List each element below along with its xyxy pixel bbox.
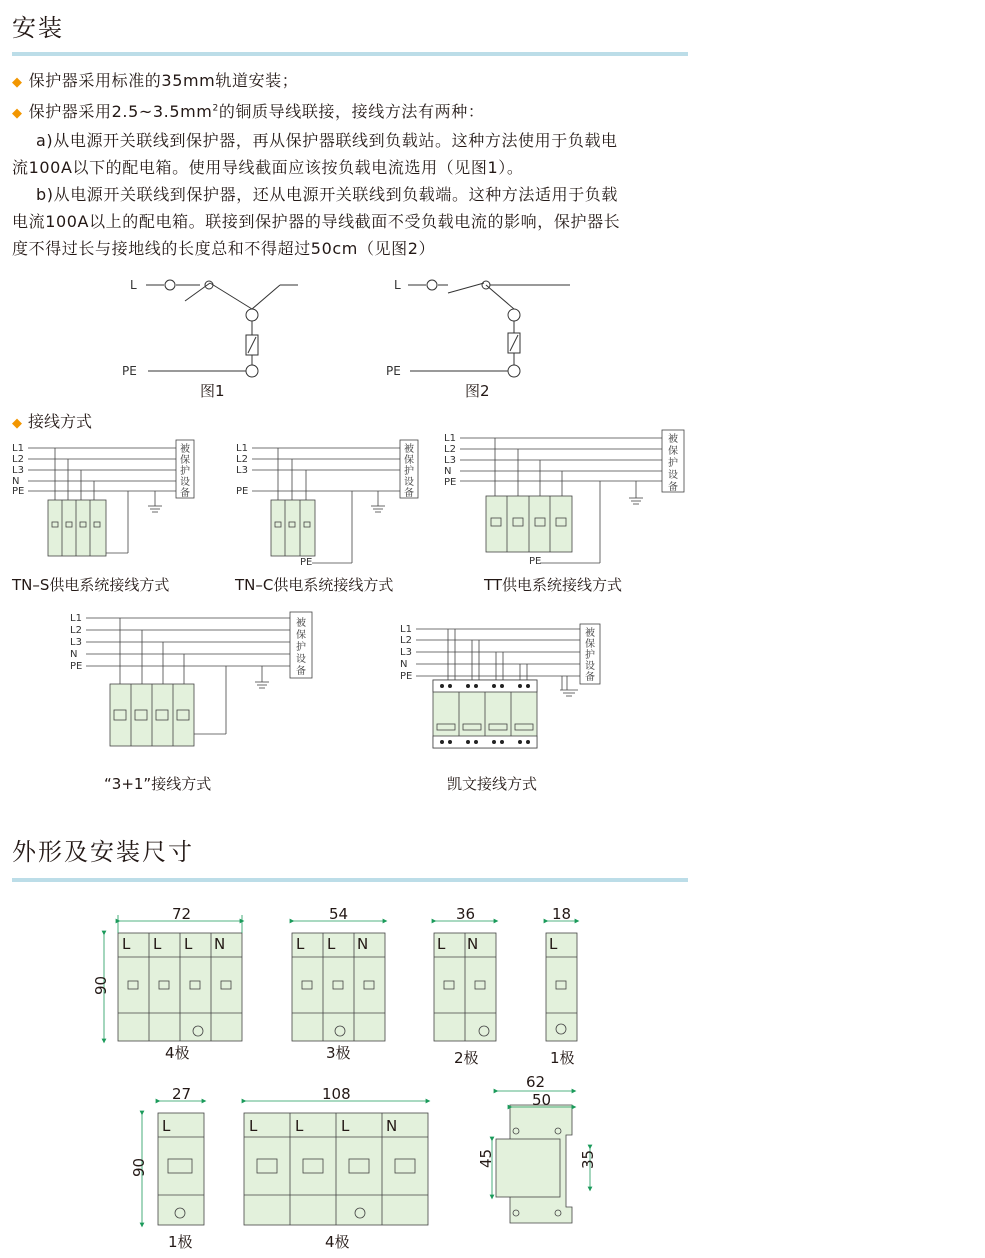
caption-tns: TN–S供电系统接线方式 xyxy=(12,576,170,594)
svg-text:N: N xyxy=(70,649,78,660)
section-divider-install xyxy=(12,52,688,56)
svg-text:L3: L3 xyxy=(70,637,82,648)
svg-text:保: 保 xyxy=(180,455,190,466)
section-title-install: 安装 xyxy=(12,14,64,42)
label-2pole: 2极 xyxy=(454,1049,479,1067)
svg-text:L2: L2 xyxy=(12,454,24,465)
dim-62: 62 xyxy=(526,1073,546,1091)
svg-text:保: 保 xyxy=(585,639,595,650)
svg-text:L: L xyxy=(249,1117,258,1135)
svg-text:L3: L3 xyxy=(236,465,248,476)
svg-text:PE: PE xyxy=(236,486,249,497)
caption-3plus1: “3+1”接线方式 xyxy=(104,775,212,793)
svg-text:L: L xyxy=(341,1117,350,1135)
svg-text:被: 被 xyxy=(668,434,678,445)
figure-1-2 xyxy=(0,265,620,405)
dim-72: 72 xyxy=(172,905,192,923)
tt-diagram xyxy=(444,430,684,567)
svg-text:L3: L3 xyxy=(12,465,24,476)
dim-90-b: 90 xyxy=(130,1157,148,1177)
svg-text:被: 被 xyxy=(180,444,190,455)
svg-text:备: 备 xyxy=(404,488,414,499)
svg-text:保: 保 xyxy=(668,446,678,457)
diamond-bullet-icon: ◆ xyxy=(12,106,23,122)
wiring-diagrams xyxy=(0,428,700,808)
svg-text:设: 设 xyxy=(180,477,190,488)
three-plus-one-diagram xyxy=(70,612,312,746)
svg-text:L: L xyxy=(162,1117,171,1135)
dim-36: 36 xyxy=(456,905,476,923)
svg-text:护: 护 xyxy=(585,650,595,661)
dim-18: 18 xyxy=(552,905,572,923)
method-b-line2: 电流100A以上的配电箱。联接到保护器的导线截面不受负载电流的影响，保护器长 xyxy=(12,212,621,232)
svg-text:L: L xyxy=(184,935,193,953)
svg-text:L2: L2 xyxy=(400,635,412,646)
dim-35: 35 xyxy=(579,1149,597,1169)
svg-text:L: L xyxy=(295,1117,304,1135)
svg-text:设: 设 xyxy=(404,477,414,488)
svg-text:护: 护 xyxy=(668,458,678,469)
fig2-L-label: L xyxy=(394,278,401,292)
side-view xyxy=(492,1091,590,1223)
svg-text:备: 备 xyxy=(668,482,678,493)
svg-text:N: N xyxy=(467,935,479,953)
kelvin-diagram xyxy=(400,624,600,748)
module-1pole-27 xyxy=(142,1101,204,1225)
fig2-diagram xyxy=(408,280,570,377)
dim-108: 108 xyxy=(322,1085,351,1103)
module-4pole xyxy=(104,915,242,1041)
svg-text:N: N xyxy=(214,935,226,953)
svg-text:N: N xyxy=(12,476,20,487)
svg-text:备: 备 xyxy=(585,672,595,683)
svg-text:L3: L3 xyxy=(444,455,456,466)
svg-text:保: 保 xyxy=(404,455,414,466)
fig2-caption: 图2 xyxy=(465,382,490,400)
svg-text:护: 护 xyxy=(296,642,306,653)
fig1-PE-label: PE xyxy=(122,364,137,378)
module-3pole xyxy=(292,921,385,1041)
svg-text:PE: PE xyxy=(70,661,83,672)
svg-text:PE: PE xyxy=(300,557,313,568)
section-title-dimensions: 外形及安装尺寸 xyxy=(12,838,194,866)
svg-text:护: 护 xyxy=(404,466,414,477)
svg-text:L1: L1 xyxy=(70,613,82,624)
svg-text:N: N xyxy=(357,935,369,953)
svg-text:被: 被 xyxy=(585,628,595,639)
svg-text:PE: PE xyxy=(444,477,457,488)
tns-diagram xyxy=(12,440,194,556)
svg-text:设: 设 xyxy=(668,470,678,481)
label-1pole: 1极 xyxy=(550,1049,575,1067)
svg-text:L1: L1 xyxy=(400,624,412,635)
svg-text:N: N xyxy=(386,1117,398,1135)
module-4pole-108 xyxy=(244,1101,428,1225)
svg-text:L1: L1 xyxy=(444,433,456,444)
svg-text:L2: L2 xyxy=(444,444,456,455)
svg-text:N: N xyxy=(400,659,408,670)
method-a-line1: a)从电源开关联线到保护器，再从保护器联线到负载站。这种方法使用于负载电 xyxy=(36,131,618,151)
svg-text:保: 保 xyxy=(296,630,306,641)
method-a-line2: 流100A以下的配电箱。使用导线截面应该按负载电流选用（见图1）。 xyxy=(12,158,524,178)
dim-54: 54 xyxy=(329,905,349,923)
fig1-caption: 图1 xyxy=(200,382,225,400)
dim-50: 50 xyxy=(532,1091,552,1109)
dim-90-a: 90 xyxy=(92,975,110,995)
svg-text:L: L xyxy=(122,935,131,953)
bullet-rail: 保护器采用标准的35mm轨道安装； xyxy=(28,71,299,90)
fig2-PE-label: PE xyxy=(386,364,401,378)
svg-text:PE: PE xyxy=(400,671,413,682)
svg-text:PE: PE xyxy=(12,486,25,497)
section-divider-dimensions xyxy=(12,878,688,882)
svg-text:PE: PE xyxy=(529,556,542,567)
dim-45: 45 xyxy=(477,1148,495,1168)
diamond-bullet-icon: ◆ xyxy=(12,75,23,90)
svg-text:L2: L2 xyxy=(236,454,248,465)
method-b-line1: b)从电源开关联线到保护器，还从电源开关联线到负载端。这种方法适用于负载 xyxy=(36,185,618,205)
caption-kelvin: 凯文接线方式 xyxy=(447,775,538,793)
svg-text:L: L xyxy=(549,935,558,953)
svg-text:护: 护 xyxy=(180,466,190,477)
svg-text:L: L xyxy=(437,935,446,953)
svg-text:L: L xyxy=(327,935,336,953)
method-b-line3: 度不得过长与接地线的长度总和不得超过50cm（见图2） xyxy=(12,239,436,259)
bullet-wire: 保护器采用$2.5\sim 3.5mm^2$的铜质导线联接，接线方法有两种： xyxy=(28,102,485,122)
fig1-diagram xyxy=(146,280,298,377)
wiring-heading: ◆ 接线方式 xyxy=(12,412,93,431)
dimension-drawings xyxy=(0,895,700,1255)
label-3pole: 3极 xyxy=(326,1044,351,1062)
svg-text:L2: L2 xyxy=(70,625,82,636)
svg-text:L1: L1 xyxy=(236,443,248,454)
svg-text:N: N xyxy=(444,466,452,477)
svg-text:L: L xyxy=(153,935,162,953)
svg-text:备: 备 xyxy=(296,666,306,677)
svg-text:备: 备 xyxy=(180,488,190,499)
protected-equipment-label xyxy=(180,442,190,499)
svg-text:L3: L3 xyxy=(400,647,412,658)
label-4pole-108: 4极 xyxy=(325,1233,350,1251)
label-4pole: 4极 xyxy=(165,1044,190,1062)
svg-text:被: 被 xyxy=(404,444,414,455)
caption-tnc: TN–C供电系统接线方式 xyxy=(235,576,394,594)
svg-text:设: 设 xyxy=(585,661,595,672)
label-1pole-27: 1极 xyxy=(168,1233,193,1251)
line-labels xyxy=(12,443,24,497)
svg-text:设: 设 xyxy=(296,654,306,665)
dim-27: 27 xyxy=(172,1085,192,1103)
svg-text:被: 被 xyxy=(296,618,306,629)
diamond-bullet-icon: ◆ xyxy=(12,416,22,431)
svg-text:L1: L1 xyxy=(12,443,24,454)
fig1-L-label: L xyxy=(130,278,137,292)
install-text xyxy=(12,67,702,262)
caption-tt: TT供电系统接线方式 xyxy=(484,576,623,594)
svg-text:L: L xyxy=(296,935,305,953)
tnc-diagram xyxy=(236,440,418,568)
